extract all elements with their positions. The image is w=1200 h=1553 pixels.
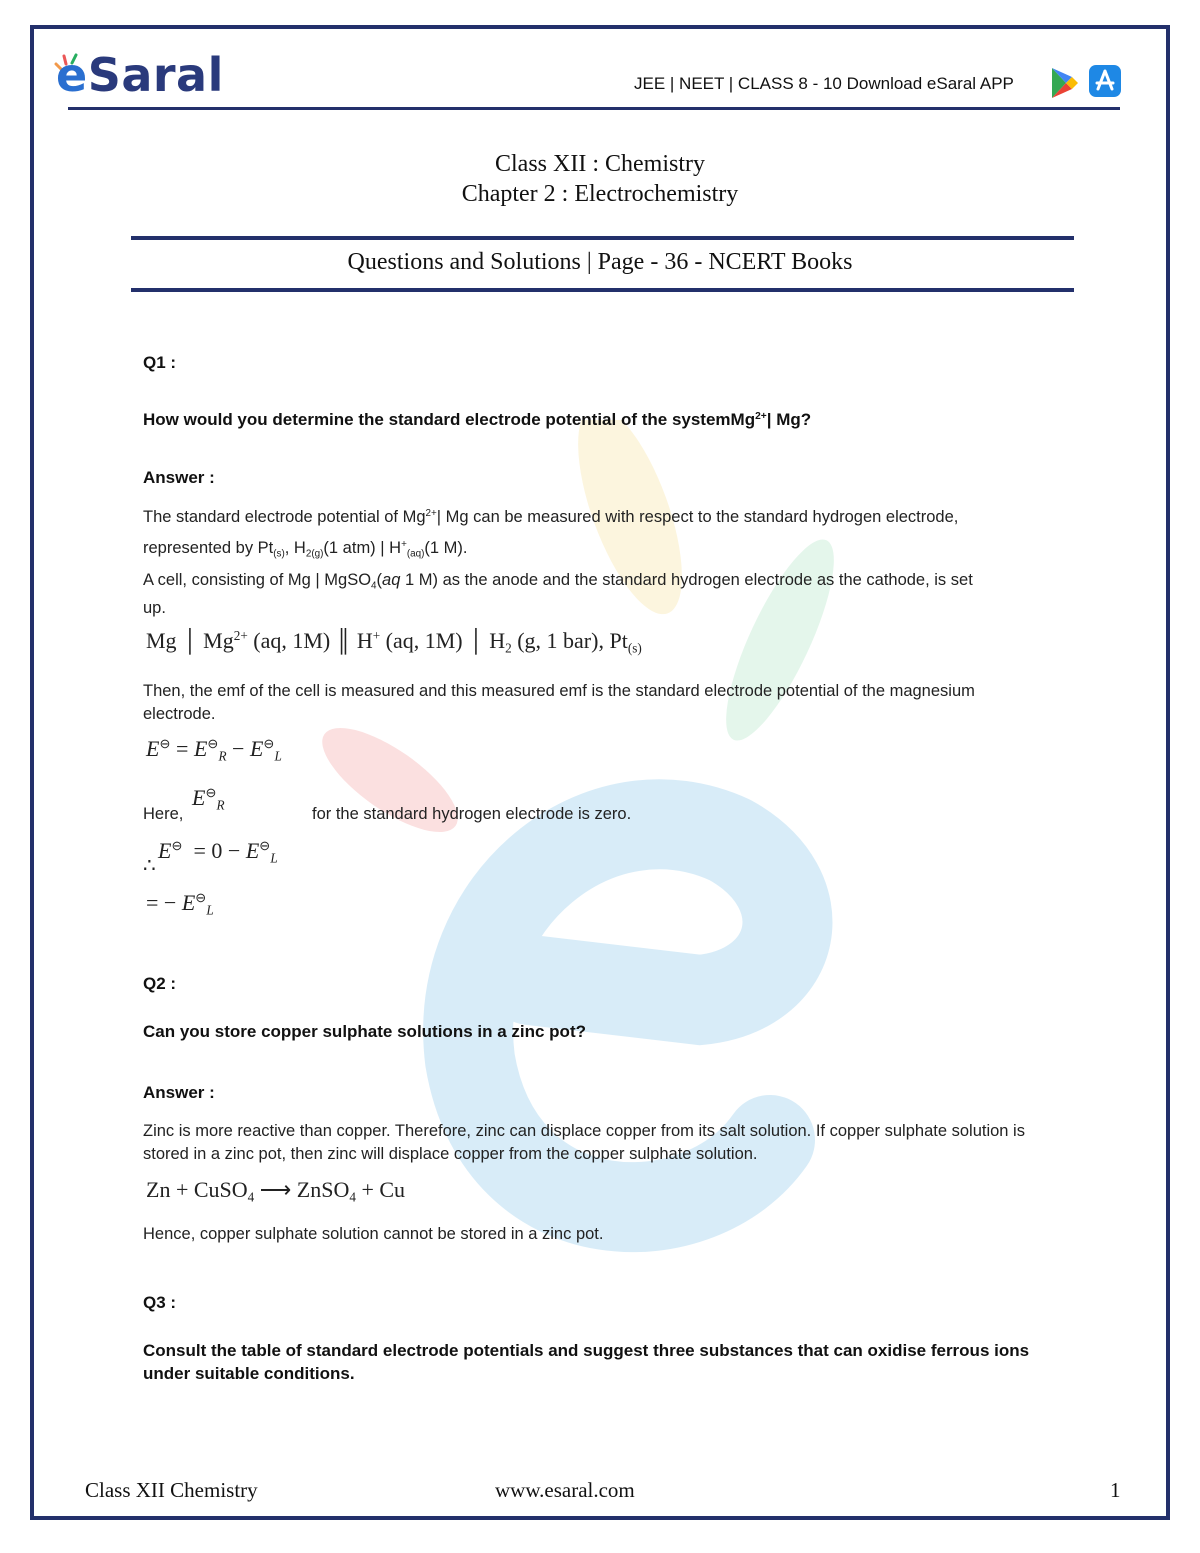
q1-eq3: = − $E^⊖_L$ xyxy=(146,890,214,918)
page-title-chapter: Chapter 2 : Electrochemistry xyxy=(461,181,739,207)
q1-p2-sub1: (s) xyxy=(273,548,285,560)
banner-title: Questions and Solutions | Page - 36 - NCERT Books xyxy=(347,249,853,275)
q1-answer-p1 xyxy=(143,502,1043,529)
q1-p1-sup: 2+ xyxy=(425,508,437,519)
q1-p1-text: The standard electrode potential of Mg xyxy=(143,507,426,526)
q1-question xyxy=(143,405,1043,431)
reaction-rhs2: + Cu xyxy=(355,1177,406,1202)
cell-h: H xyxy=(356,628,373,653)
q2-reaction xyxy=(146,1177,405,1206)
q1-question-text-end: | Mg? xyxy=(766,410,812,430)
q1-answer-p3 xyxy=(143,569,1043,620)
q1-p2-b: , H xyxy=(284,538,306,557)
q1-here-text: for the standard hydrogen electrode is zero. xyxy=(312,805,632,823)
q1-p3-sub: 4 xyxy=(371,580,377,592)
banner-rule-bottom xyxy=(131,288,1074,292)
q1-here-eq: $E^⊖_R$ xyxy=(192,785,225,813)
cell-g: (g, 1 bar), Pt xyxy=(517,628,628,653)
cell-h-sup: + xyxy=(372,628,381,644)
q1-p3-a: A cell, consisting of Mg | MgSO xyxy=(143,571,372,589)
q1-p2-sub2: 2(g) xyxy=(305,548,324,560)
q1-p2-sub3: (aq) xyxy=(406,548,425,560)
cell-pt-sub: (s) xyxy=(627,640,642,656)
reaction-rhs-sub: 4 xyxy=(349,1189,356,1205)
reaction-lhs: Zn + CuSO xyxy=(146,1177,248,1202)
cell-aq2: (aq, 1M) xyxy=(385,628,463,653)
q1-answer-p2 xyxy=(143,533,1043,565)
cell-aq1: (aq, 1M) xyxy=(253,628,331,653)
q3-question: Consult the table of standard electrode potentials and suggest three substances that can oxidise ferrous ions under suitable conditions. xyxy=(143,1341,1030,1383)
q1-question-text: How would you determine the standard electrode potential of the systemMg xyxy=(143,410,756,430)
q1-p2-d: (1 M). xyxy=(424,538,468,557)
q1-p3-italic: aq xyxy=(382,571,401,589)
q2-answer-p2: Hence, copper sulphate solution cannot be stored in a zinc pot. xyxy=(143,1225,604,1243)
q1-cell-notation: Mg │ $Mg^{2+}$ (aq, 1M) ║ H+ (aq, 1M) │ $H_2$ (g, 1 bar), $Pt_{(s)}$ xyxy=(146,628,642,656)
footer-left: Class XII Chemistry xyxy=(85,1478,258,1502)
reaction-rhs: ZnSO xyxy=(296,1177,350,1202)
logo-text: Saral xyxy=(87,48,224,102)
q1-eq2: $E^⊖ = 0 - E^⊖_L$ xyxy=(158,838,278,866)
header-tagline: JEE | NEET | CLASS 8 - 10 Download eSaral APP xyxy=(634,74,1014,93)
q2-answer-label: Answer : xyxy=(143,1083,215,1102)
cell-mg2-sup: 2+ xyxy=(233,628,248,644)
app-store-icon[interactable] xyxy=(1089,65,1121,97)
cell-mg2: Mg xyxy=(203,628,234,653)
q2-question: Can you store copper sulphate solutions in a zinc pot? xyxy=(143,1022,586,1041)
q1-p2-c: (1 atm) | H xyxy=(323,538,402,557)
cell-h2-sub: 2 xyxy=(505,640,512,656)
q1-p2-a: represented by Pt xyxy=(143,538,274,557)
q2-answer-p1: Zinc is more reactive than copper. Therefore, zinc can displace copper from its salt solution. If copper sulphate solution is stored in a zinc pot, then zinc will displace copper from the copper sulphate solution. xyxy=(143,1122,1025,1163)
q1-label: Q1 : xyxy=(143,353,177,372)
page-title-class: Class XII : Chemistry xyxy=(495,151,705,177)
q1-here: Here, xyxy=(143,805,184,823)
q1-p2-sup: + xyxy=(401,539,407,550)
q1-answer-p4: Then, the emf of the cell is measured and this measured emf is the standard electrode potential of the magnesium electrode. xyxy=(143,682,975,723)
esaral-logo[interactable] xyxy=(56,48,224,102)
q1-eq1: $E^⊖ = E^⊖_R - E^⊖_L$ xyxy=(146,736,282,764)
q1-answer-label: Answer : xyxy=(143,468,215,487)
q3-label: Q3 : xyxy=(143,1293,177,1312)
footer-page-number: 1 xyxy=(1110,1478,1121,1502)
reaction-lhs-sub: 4 xyxy=(247,1189,255,1205)
banner-rule-top xyxy=(131,236,1074,240)
q1-p3-b: ( xyxy=(376,571,383,589)
q2-label: Q2 : xyxy=(143,974,177,993)
q1-p3-c: 1 M) as the anode and the standard hydrogen electrode as the cathode, is set xyxy=(400,571,973,589)
q1-question-sup: 2+ xyxy=(755,411,767,422)
q1-p3-d: up. xyxy=(143,599,166,618)
footer-website-link[interactable]: www.esaral.com xyxy=(495,1478,635,1502)
header-rule xyxy=(68,107,1120,110)
q1-therefore: ∴ xyxy=(143,855,156,877)
google-play-icon[interactable] xyxy=(1050,66,1080,100)
cell-h2: H xyxy=(489,628,506,653)
reaction-arrow: ⟶ xyxy=(259,1177,292,1202)
logo-e: e xyxy=(56,48,88,102)
q1-p1-text-end: | Mg can be measured with respect to the standard hydrogen electrode, xyxy=(436,507,959,526)
cell-mg: Mg xyxy=(146,628,177,653)
